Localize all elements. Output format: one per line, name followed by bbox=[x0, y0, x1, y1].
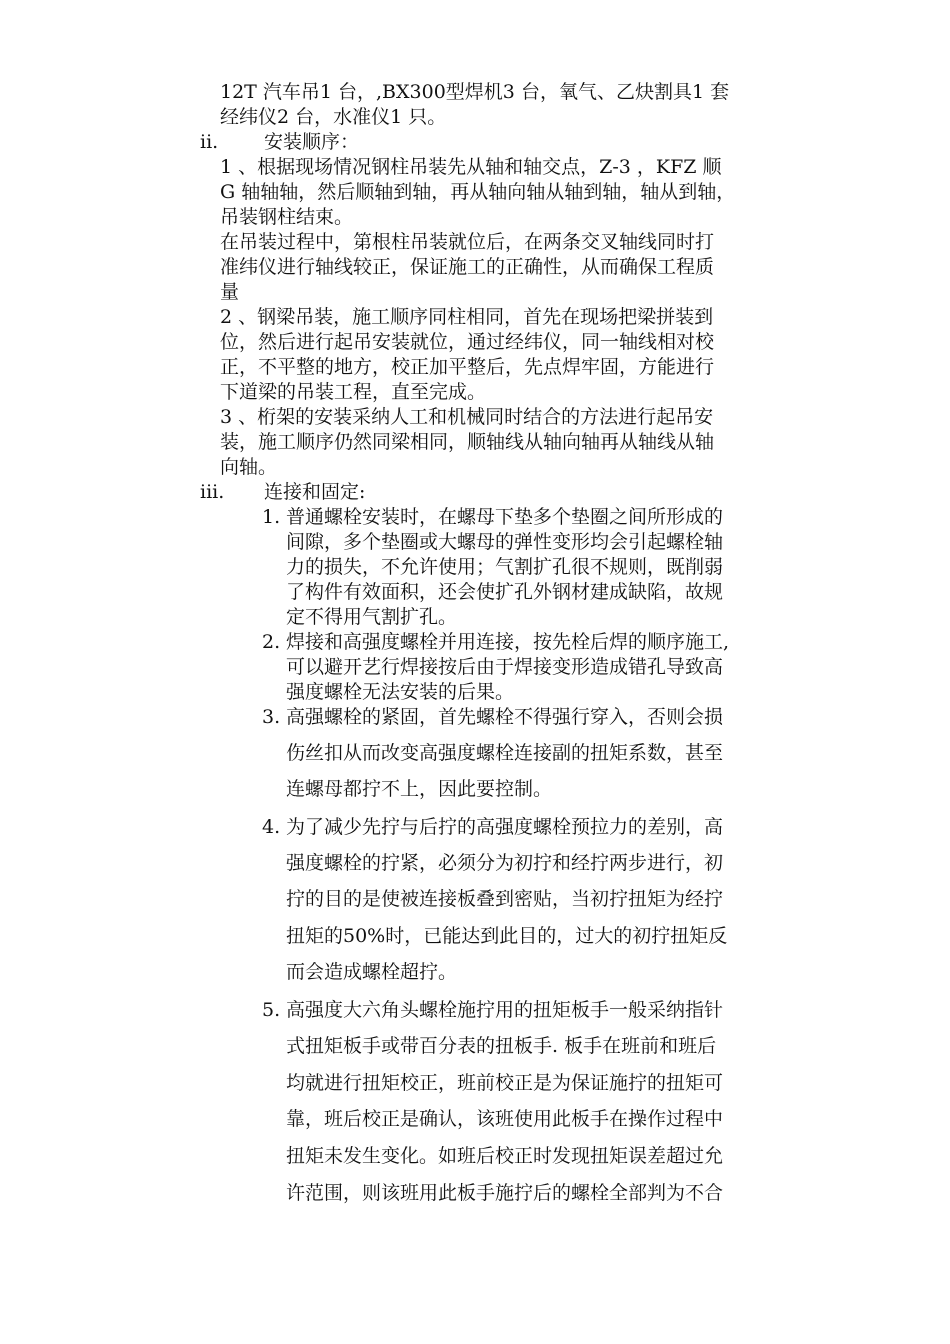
list-item-line: 强度螺栓的拧紧，必须分为初拧和经拧两步进行，初 bbox=[286, 852, 724, 874]
section-ii-line: 准纬仪进行轴线较正，保证施工的正确性，从而确保工程质 bbox=[220, 256, 715, 278]
section-ii-line: 量 bbox=[220, 281, 240, 303]
list-item-number: 5. bbox=[262, 999, 281, 1021]
list-item-line: 拧的目的是使被连接板叠到密贴，当初拧扭矩为经拧 bbox=[286, 888, 724, 910]
list-item-line: 连螺母都拧不上，因此要控制。 bbox=[286, 778, 553, 800]
intro-line: 经纬仪2 台，水准仪1 只。 bbox=[220, 106, 447, 128]
intro-line: 12T 汽车吊1 台，,BX300型焊机3 台，氧气、乙炔割具1 套 bbox=[220, 81, 730, 103]
section-ii-line: 3 、桁架的安装采纳人工和机械同时结合的方法进行起吊安 bbox=[220, 406, 714, 428]
section-ii-heading: 安装顺序： bbox=[264, 131, 360, 153]
list-item-number: 2. bbox=[262, 631, 281, 653]
list-item-line: 高强螺栓的紧固，首先螺栓不得强行穿入，否则会损 bbox=[286, 706, 724, 728]
list-item-line: 普通螺栓安装时，在螺母下垫多个垫圈之间所形成的 bbox=[286, 506, 724, 528]
section-ii-line: 位，然后进行起吊安装就位，通过经纬仪，同一轴线相对校 bbox=[220, 331, 715, 353]
list-item-line: 扭矩的50%时，已能达到此目的，过大的初拧扭矩反 bbox=[286, 925, 728, 947]
list-item-line: 定不得用气割扩孔。 bbox=[286, 606, 458, 628]
list-item-line: 式扭矩板手或带百分表的扭板手. 板手在班前和班后 bbox=[286, 1035, 717, 1057]
section-ii-marker: ii. bbox=[200, 131, 219, 153]
list-item-number: 3. bbox=[262, 706, 281, 728]
section-ii-line: 2 、钢梁吊装，施工顺序同柱相同，首先在现场把梁拼装到 bbox=[220, 306, 714, 328]
list-item-line: 可以避开艺行焊接按后由于焊接变形造成错孔导致高 bbox=[286, 656, 724, 678]
section-ii-line: 1 、根据现场情况钢柱吊装先从轴和轴交点，Z-3 ，KFZ 顺 bbox=[220, 156, 722, 178]
list-item-line: 强度螺栓无法安装的后果。 bbox=[286, 681, 515, 703]
list-item-line: 力的损失，不允许使用；气割扩孔很不规则，既削弱 bbox=[286, 556, 724, 578]
section-ii-line: 下道梁的吊装工程，直至完成。 bbox=[220, 381, 487, 403]
section-ii-line: 在吊装过程中，第根柱吊装就位后，在两条交叉轴线同时打 bbox=[220, 231, 715, 253]
list-item-line: 靠，班后校正是确认，该班使用此板手在操作过程中 bbox=[286, 1108, 724, 1130]
list-item-line: 而会造成螺栓超拧。 bbox=[286, 961, 458, 983]
list-item-line: 为了减少先拧与后拧的高强度螺栓预拉力的差别，高 bbox=[286, 816, 724, 838]
section-iii-marker: iii. bbox=[200, 481, 225, 503]
list-item-line: 伤丝扣从而改变高强度螺栓连接副的扭矩系数，甚至 bbox=[286, 742, 724, 764]
section-ii-line: 向轴。 bbox=[220, 456, 278, 478]
list-item-line: 间隙，多个垫圈或大螺母的弹性变形均会引起螺栓轴 bbox=[286, 531, 724, 553]
list-item-number: 4. bbox=[262, 816, 281, 838]
list-item-line: 高强度大六角头螺栓施拧用的扭矩板手一般采纳指针 bbox=[286, 999, 724, 1021]
list-item-line: 焊接和高强度螺栓并用连接，按先栓后焊的顺序施工, bbox=[286, 631, 730, 653]
list-item-line: 了构件有效面积，还会使扩孔外钢材建成缺陷，故规 bbox=[286, 581, 724, 603]
list-item-number: 1. bbox=[262, 506, 281, 528]
list-item-line: 许范围，则该班用此板手施拧后的螺栓全部判为不合 bbox=[286, 1182, 724, 1204]
section-ii-line: G 轴轴轴，然后顺轴到轴，再从轴向轴从轴到轴，轴从到轴， bbox=[220, 181, 736, 203]
section-ii-line: 吊装钢柱结束。 bbox=[220, 206, 354, 228]
list-item-line: 均就进行扭矩校正，班前校正是为保证施拧的扭矩可 bbox=[286, 1072, 724, 1094]
section-ii-line: 正，不平整的地方，校正加平整后，先点焊牢固，方能进行 bbox=[220, 356, 715, 378]
section-iii-heading: 连接和固定: bbox=[264, 481, 366, 503]
list-item-line: 扭矩未发生变化。如班后校正时发现扭矩误差超过允 bbox=[286, 1145, 724, 1167]
section-ii-line: 装，施工顺序仍然同梁相同，顺轴线从轴向轴再从轴线从轴 bbox=[220, 431, 715, 453]
